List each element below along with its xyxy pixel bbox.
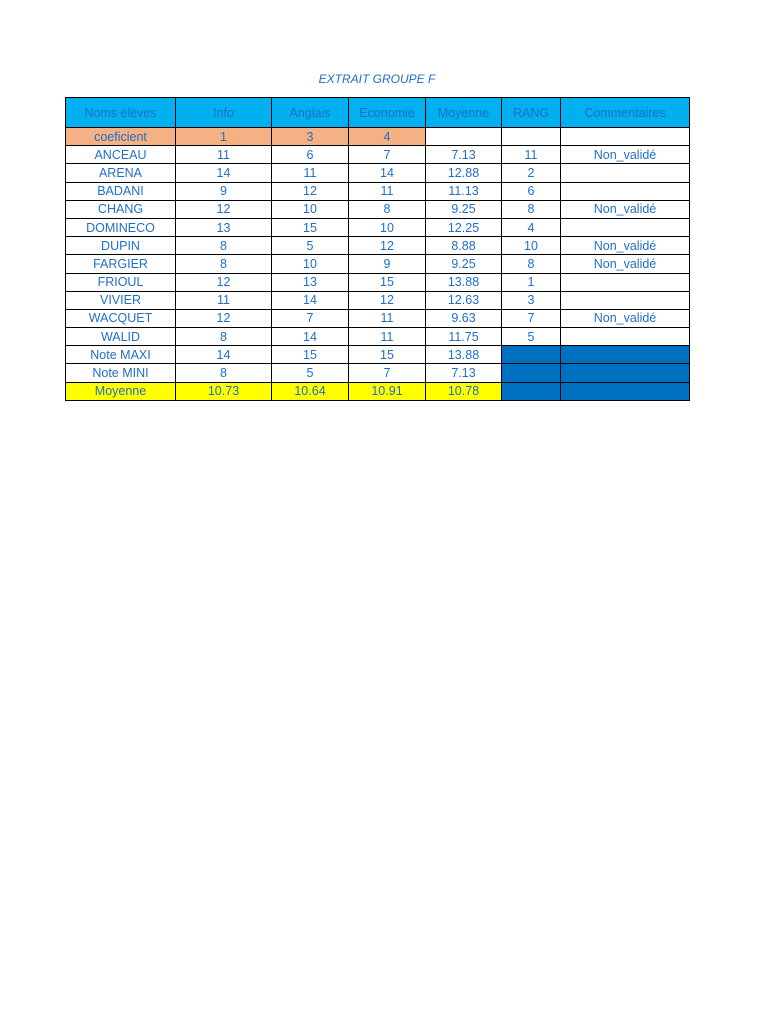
student-commentaire[interactable]: Non_validé <box>561 146 690 164</box>
student-name[interactable]: CHANG <box>66 200 176 218</box>
student-anglais[interactable]: 6 <box>272 146 349 164</box>
student-commentaire[interactable] <box>561 182 690 200</box>
student-moyenne[interactable]: 9.25 <box>426 200 502 218</box>
coef-label[interactable]: coeficient <box>66 128 176 146</box>
student-moyenne[interactable]: 12.63 <box>426 291 502 309</box>
student-rang[interactable]: 3 <box>502 291 561 309</box>
header-noms[interactable]: Noms élèves <box>66 98 176 128</box>
header-commentaires[interactable]: Commentaires <box>561 98 690 128</box>
table-row <box>66 328 690 346</box>
student-name[interactable]: BADANI <box>66 182 176 200</box>
student-info[interactable]: 8 <box>176 255 272 273</box>
student-moyenne[interactable]: 11.75 <box>426 328 502 346</box>
student-rang[interactable]: 11 <box>502 146 561 164</box>
grades-body <box>66 128 690 146</box>
note-maxi-moyenne[interactable]: 13.88 <box>426 346 502 364</box>
note-maxi-anglais[interactable]: 15 <box>272 346 349 364</box>
moyenne-info[interactable]: 10.73 <box>176 382 272 400</box>
student-moyenne[interactable]: 9.25 <box>426 255 502 273</box>
student-name[interactable]: FRIOUL <box>66 273 176 291</box>
student-moyenne[interactable]: 11.13 <box>426 182 502 200</box>
moyenne-label[interactable]: Moyenne <box>66 382 176 400</box>
note-mini-moyenne[interactable]: 7.13 <box>426 364 502 382</box>
student-anglais[interactable]: 11 <box>272 164 349 182</box>
student-economie[interactable]: 14 <box>349 164 426 182</box>
student-rang[interactable]: 6 <box>502 182 561 200</box>
student-economie[interactable]: 11 <box>349 182 426 200</box>
student-info[interactable]: 9 <box>176 182 272 200</box>
student-info[interactable]: 11 <box>176 146 272 164</box>
table-row <box>66 291 690 309</box>
page-title: EXTRAIT GROUPE F <box>318 72 436 86</box>
student-economie[interactable]: 11 <box>349 328 426 346</box>
note-mini-row <box>66 364 690 382</box>
table-row <box>66 273 690 291</box>
note-maxi-label[interactable]: Note MAXI <box>66 346 176 364</box>
student-economie[interactable]: 10 <box>349 218 426 236</box>
student-commentaire[interactable] <box>561 291 690 309</box>
student-commentaire[interactable] <box>561 164 690 182</box>
moyenne-economie[interactable]: 10.91 <box>349 382 426 400</box>
student-economie[interactable]: 9 <box>349 255 426 273</box>
table-row <box>66 200 690 218</box>
moyenne-anglais[interactable]: 10.64 <box>272 382 349 400</box>
moyenne-moyenne[interactable]: 10.78 <box>426 382 502 400</box>
student-moyenne[interactable]: 8.88 <box>426 237 502 255</box>
student-anglais[interactable]: 10 <box>272 255 349 273</box>
summary-body <box>66 346 690 401</box>
student-rang[interactable]: 1 <box>502 273 561 291</box>
header-row <box>66 98 690 128</box>
student-anglais[interactable]: 7 <box>272 309 349 327</box>
table-row <box>66 146 690 164</box>
student-anglais[interactable]: 14 <box>272 291 349 309</box>
note-mini-commentaire-cell[interactable] <box>561 364 690 382</box>
students-body <box>66 146 690 346</box>
table-row <box>66 218 690 236</box>
coefficient-row <box>66 128 690 146</box>
header-economie[interactable]: Economie <box>349 98 426 128</box>
student-info[interactable]: 12 <box>176 200 272 218</box>
student-info[interactable]: 8 <box>176 237 272 255</box>
student-rang[interactable]: 7 <box>502 309 561 327</box>
table-row <box>66 255 690 273</box>
header-anglais[interactable]: Anglais <box>272 98 349 128</box>
moyenne-row <box>66 382 690 400</box>
student-moyenne[interactable]: 9.63 <box>426 309 502 327</box>
student-info[interactable]: 12 <box>176 309 272 327</box>
student-economie[interactable]: 7 <box>349 146 426 164</box>
student-rang[interactable]: 8 <box>502 255 561 273</box>
student-economie[interactable]: 8 <box>349 200 426 218</box>
student-economie[interactable]: 12 <box>349 291 426 309</box>
header-rang[interactable]: RANG <box>502 98 561 128</box>
table-row <box>66 164 690 182</box>
student-anglais[interactable]: 5 <box>272 237 349 255</box>
student-rang[interactable]: 5 <box>502 328 561 346</box>
student-rang[interactable]: 8 <box>502 200 561 218</box>
note-maxi-commentaire-cell[interactable] <box>561 346 690 364</box>
grades-table <box>65 97 690 401</box>
student-info[interactable]: 12 <box>176 273 272 291</box>
student-anglais[interactable]: 10 <box>272 200 349 218</box>
student-name[interactable]: ARENA <box>66 164 176 182</box>
student-commentaire[interactable]: Non_validé <box>561 309 690 327</box>
student-rang[interactable]: 10 <box>502 237 561 255</box>
moyenne-rang-cell[interactable] <box>502 382 561 400</box>
student-commentaire[interactable]: Non_validé <box>561 237 690 255</box>
note-mini-anglais[interactable]: 5 <box>272 364 349 382</box>
note-maxi-info[interactable]: 14 <box>176 346 272 364</box>
note-maxi-economie[interactable]: 15 <box>349 346 426 364</box>
student-info[interactable]: 14 <box>176 164 272 182</box>
student-rang[interactable]: 2 <box>502 164 561 182</box>
student-moyenne[interactable]: 13.88 <box>426 273 502 291</box>
student-anglais[interactable]: 14 <box>272 328 349 346</box>
student-name[interactable]: WALID <box>66 328 176 346</box>
student-info[interactable]: 8 <box>176 328 272 346</box>
student-economie[interactable]: 11 <box>349 309 426 327</box>
student-anglais[interactable]: 13 <box>272 273 349 291</box>
student-name[interactable]: DOMINECO <box>66 218 176 236</box>
header-moyenne[interactable]: Moyenne <box>426 98 502 128</box>
note-mini-info[interactable]: 8 <box>176 364 272 382</box>
student-commentaire[interactable] <box>561 328 690 346</box>
student-commentaire[interactable] <box>561 273 690 291</box>
note-mini-economie[interactable]: 7 <box>349 364 426 382</box>
student-moyenne[interactable]: 7.13 <box>426 146 502 164</box>
coef-info[interactable]: 1 <box>176 128 272 146</box>
student-economie[interactable]: 15 <box>349 273 426 291</box>
table-row <box>66 309 690 327</box>
table-row <box>66 182 690 200</box>
student-commentaire[interactable]: Non_validé <box>561 200 690 218</box>
coef-economie[interactable]: 4 <box>349 128 426 146</box>
student-economie[interactable]: 12 <box>349 237 426 255</box>
header-info[interactable]: Info <box>176 98 272 128</box>
student-moyenne[interactable]: 12.25 <box>426 218 502 236</box>
coef-moyenne-cell[interactable] <box>426 128 502 146</box>
coef-anglais[interactable]: 3 <box>272 128 349 146</box>
student-moyenne[interactable]: 12.88 <box>426 164 502 182</box>
student-info[interactable]: 11 <box>176 291 272 309</box>
student-anglais[interactable]: 15 <box>272 218 349 236</box>
table-row <box>66 237 690 255</box>
student-name[interactable]: FARGIER <box>66 255 176 273</box>
student-name[interactable]: WACQUET <box>66 309 176 327</box>
student-info[interactable]: 13 <box>176 218 272 236</box>
note-mini-rang-cell[interactable] <box>502 364 561 382</box>
student-commentaire[interactable] <box>561 218 690 236</box>
note-maxi-row <box>66 346 690 364</box>
student-anglais[interactable]: 12 <box>272 182 349 200</box>
moyenne-commentaire-cell[interactable] <box>561 382 690 400</box>
student-name[interactable]: VIVIER <box>66 291 176 309</box>
coef-rang-cell[interactable] <box>502 128 561 146</box>
student-commentaire[interactable]: Non_validé <box>561 255 690 273</box>
student-name[interactable]: ANCEAU <box>66 146 176 164</box>
student-rang[interactable]: 4 <box>502 218 561 236</box>
note-maxi-rang-cell[interactable] <box>502 346 561 364</box>
note-mini-label[interactable]: Note MINI <box>66 364 176 382</box>
student-name[interactable]: DUPIN <box>66 237 176 255</box>
coef-commentaire-cell[interactable] <box>561 128 690 146</box>
